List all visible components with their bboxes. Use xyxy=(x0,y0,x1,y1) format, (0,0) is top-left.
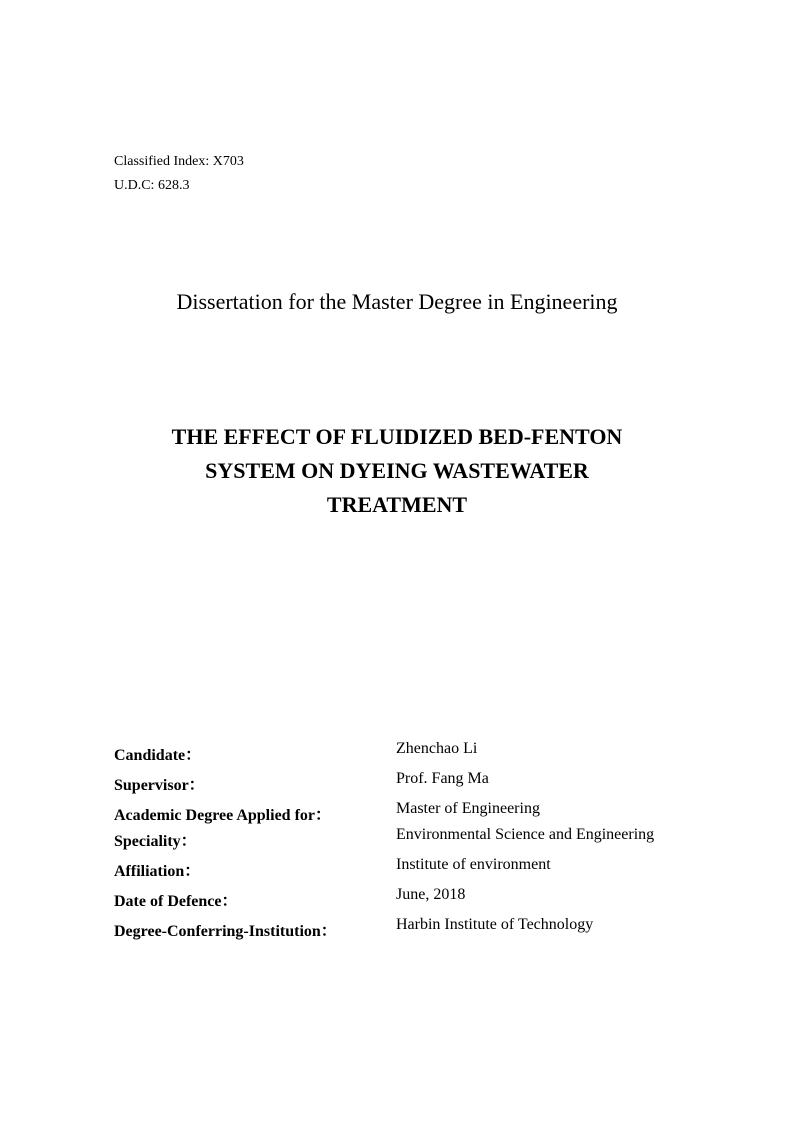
degree-label: Academic Degree Applied for： xyxy=(114,807,331,824)
udc-code: U.D.C: 628.3 xyxy=(114,178,190,193)
classified-index: Classified Index: X703 xyxy=(114,154,244,169)
classification-block xyxy=(114,150,244,198)
date-value: June, 2018 xyxy=(396,886,466,903)
info-row-affiliation xyxy=(114,854,754,884)
info-row-degree xyxy=(114,798,754,824)
title-line-1: THE EFFECT OF FLUIDIZED BED-FENTON xyxy=(171,424,623,449)
institution-value: Harbin Institute of Technology xyxy=(396,916,594,933)
info-row-date xyxy=(114,884,754,914)
info-row-candidate xyxy=(114,738,754,768)
info-row-speciality xyxy=(114,824,754,854)
title-line-2: SYSTEM ON DYEING WASTEWATER xyxy=(205,458,589,483)
degree-heading: Dissertation for the Master Degree in Engineering xyxy=(176,289,618,314)
speciality-label: Speciality： xyxy=(114,833,197,850)
info-row-supervisor xyxy=(114,768,754,798)
degree-value: Master of Engineering xyxy=(396,800,540,817)
affiliation-label: Affiliation： xyxy=(114,863,201,880)
info-row-institution xyxy=(114,914,754,944)
candidate-info-table xyxy=(114,738,754,944)
supervisor-value: Prof. Fang Ma xyxy=(396,770,489,787)
candidate-label: Candidate： xyxy=(114,747,202,764)
title-line-3: TREATMENT xyxy=(326,492,468,517)
institution-label: Degree-Conferring-Institution： xyxy=(114,923,337,940)
candidate-value: Zhenchao Li xyxy=(396,740,478,757)
affiliation-value: Institute of environment xyxy=(396,856,551,873)
thesis-title xyxy=(0,420,794,522)
supervisor-label: Supervisor： xyxy=(114,777,205,794)
date-label: Date of Defence： xyxy=(114,893,238,910)
speciality-value: Environmental Science and Engineering xyxy=(396,826,655,843)
